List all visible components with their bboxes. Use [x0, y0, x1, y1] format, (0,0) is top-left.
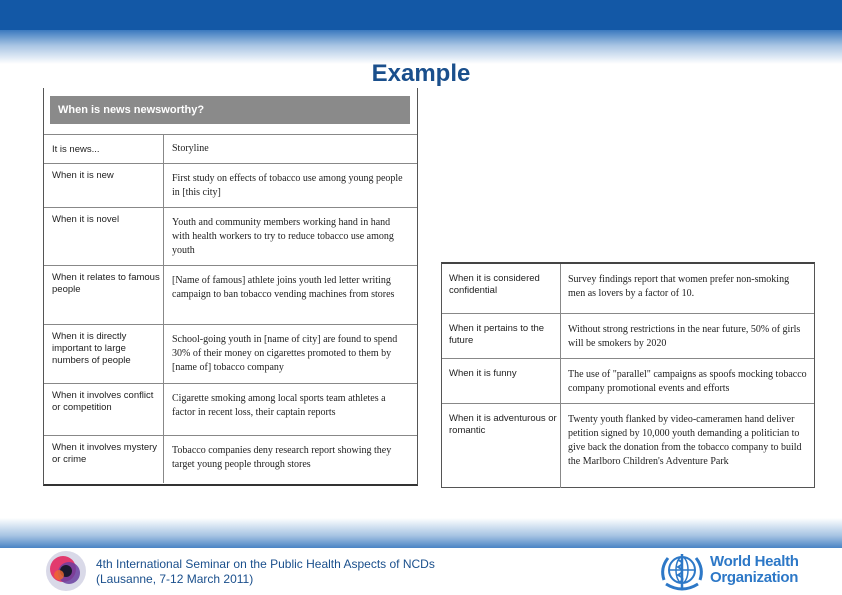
- storyline-cell: [Name of famous] athlete joins youth led letter writing campaign to ban tobacco vending machines from stores: [172, 275, 395, 300]
- table-row: [44, 207, 417, 265]
- news-cell: When it involves conflict or competition: [52, 390, 154, 413]
- seminar-logo-icon: [44, 549, 88, 593]
- who-wordmark: [710, 554, 799, 586]
- slide-title-text: Example: [371, 60, 471, 87]
- top-banner-gradient: [0, 30, 842, 64]
- top-banner: [0, 0, 842, 30]
- table-header: When is news newsworthy?: [50, 96, 410, 124]
- footer-line-2: (Lausanne, 7-12 March 2011): [96, 572, 254, 586]
- table-row: [44, 163, 417, 207]
- table-row: [44, 383, 417, 435]
- storyline-cell: Survey findings report that women prefer non-smoking men as lovers by a factor of 10.: [568, 274, 790, 299]
- table-row: [442, 313, 814, 358]
- news-cell: When it relates to famous people: [52, 272, 160, 295]
- column-divider: [163, 134, 164, 483]
- bottom-banner-gradient: [0, 518, 842, 550]
- table-row: [442, 403, 814, 488]
- storyline-cell: Youth and community members working hand in hand with health workers to try to reduce tobacco use among youth: [172, 217, 394, 256]
- storyline-cell: First study on effects of tobacco use among young people in [this city]: [172, 173, 403, 198]
- footer-line-1: 4th International Seminar on the Public Health Aspects of NCDs: [96, 557, 435, 571]
- storyline-cell: Without strong restrictions in the near future, 50% of girls will be smokers by 2020: [568, 324, 801, 349]
- storyline-cell: Twenty youth flanked by video-cameramen hand deliver petition signed by 10,000 youth demanding a politician to give back the donation from the tobacco company to build the Marlboro Children's Adventure Park: [568, 414, 802, 467]
- news-cell: When it is new: [52, 170, 114, 181]
- news-cell: When it is funny: [449, 368, 517, 379]
- table-row: [44, 265, 417, 324]
- footer-caption: [96, 557, 435, 587]
- column-divider: [560, 264, 561, 488]
- news-cell: When it is directly important to large numbers of people: [52, 331, 131, 366]
- news-cell: When it is considered confidential: [449, 273, 540, 296]
- column-header-storyline: Storyline: [172, 143, 209, 154]
- news-cell: When it pertains to the future: [449, 323, 545, 346]
- storyline-cell: The use of "parallel" campaigns as spoofs mocking tobacco company promotional events and efforts: [568, 369, 807, 394]
- news-cell: When it is novel: [52, 214, 120, 225]
- column-header-news: It is news...: [52, 144, 100, 155]
- who-emblem-icon: [658, 550, 706, 594]
- slide-title: [0, 60, 842, 88]
- newsworthy-table-right: [441, 262, 815, 488]
- table-row: [44, 324, 417, 383]
- who-line-2: Organization: [710, 569, 799, 586]
- storyline-cell: School-going youth in [name of city] are found to spend 30% of their money on cigarettes promoted to them by [name of] tobacco company: [172, 334, 398, 373]
- table-row: [442, 358, 814, 403]
- table-row: [44, 435, 417, 484]
- news-cell: When it is adventurous or romantic: [449, 413, 557, 436]
- table-row: [442, 264, 814, 313]
- storyline-cell: Cigarette smoking among local sports team athletes a factor in recent loss, their captain reports: [172, 393, 386, 418]
- storyline-cell: Tobacco companies deny research report showing they target young people through stores: [172, 445, 392, 470]
- newsworthy-table-left: [43, 88, 418, 486]
- news-cell: When it involves mystery or crime: [52, 442, 158, 465]
- who-line-1: World Health: [710, 553, 799, 570]
- table-column-headers: [44, 134, 417, 163]
